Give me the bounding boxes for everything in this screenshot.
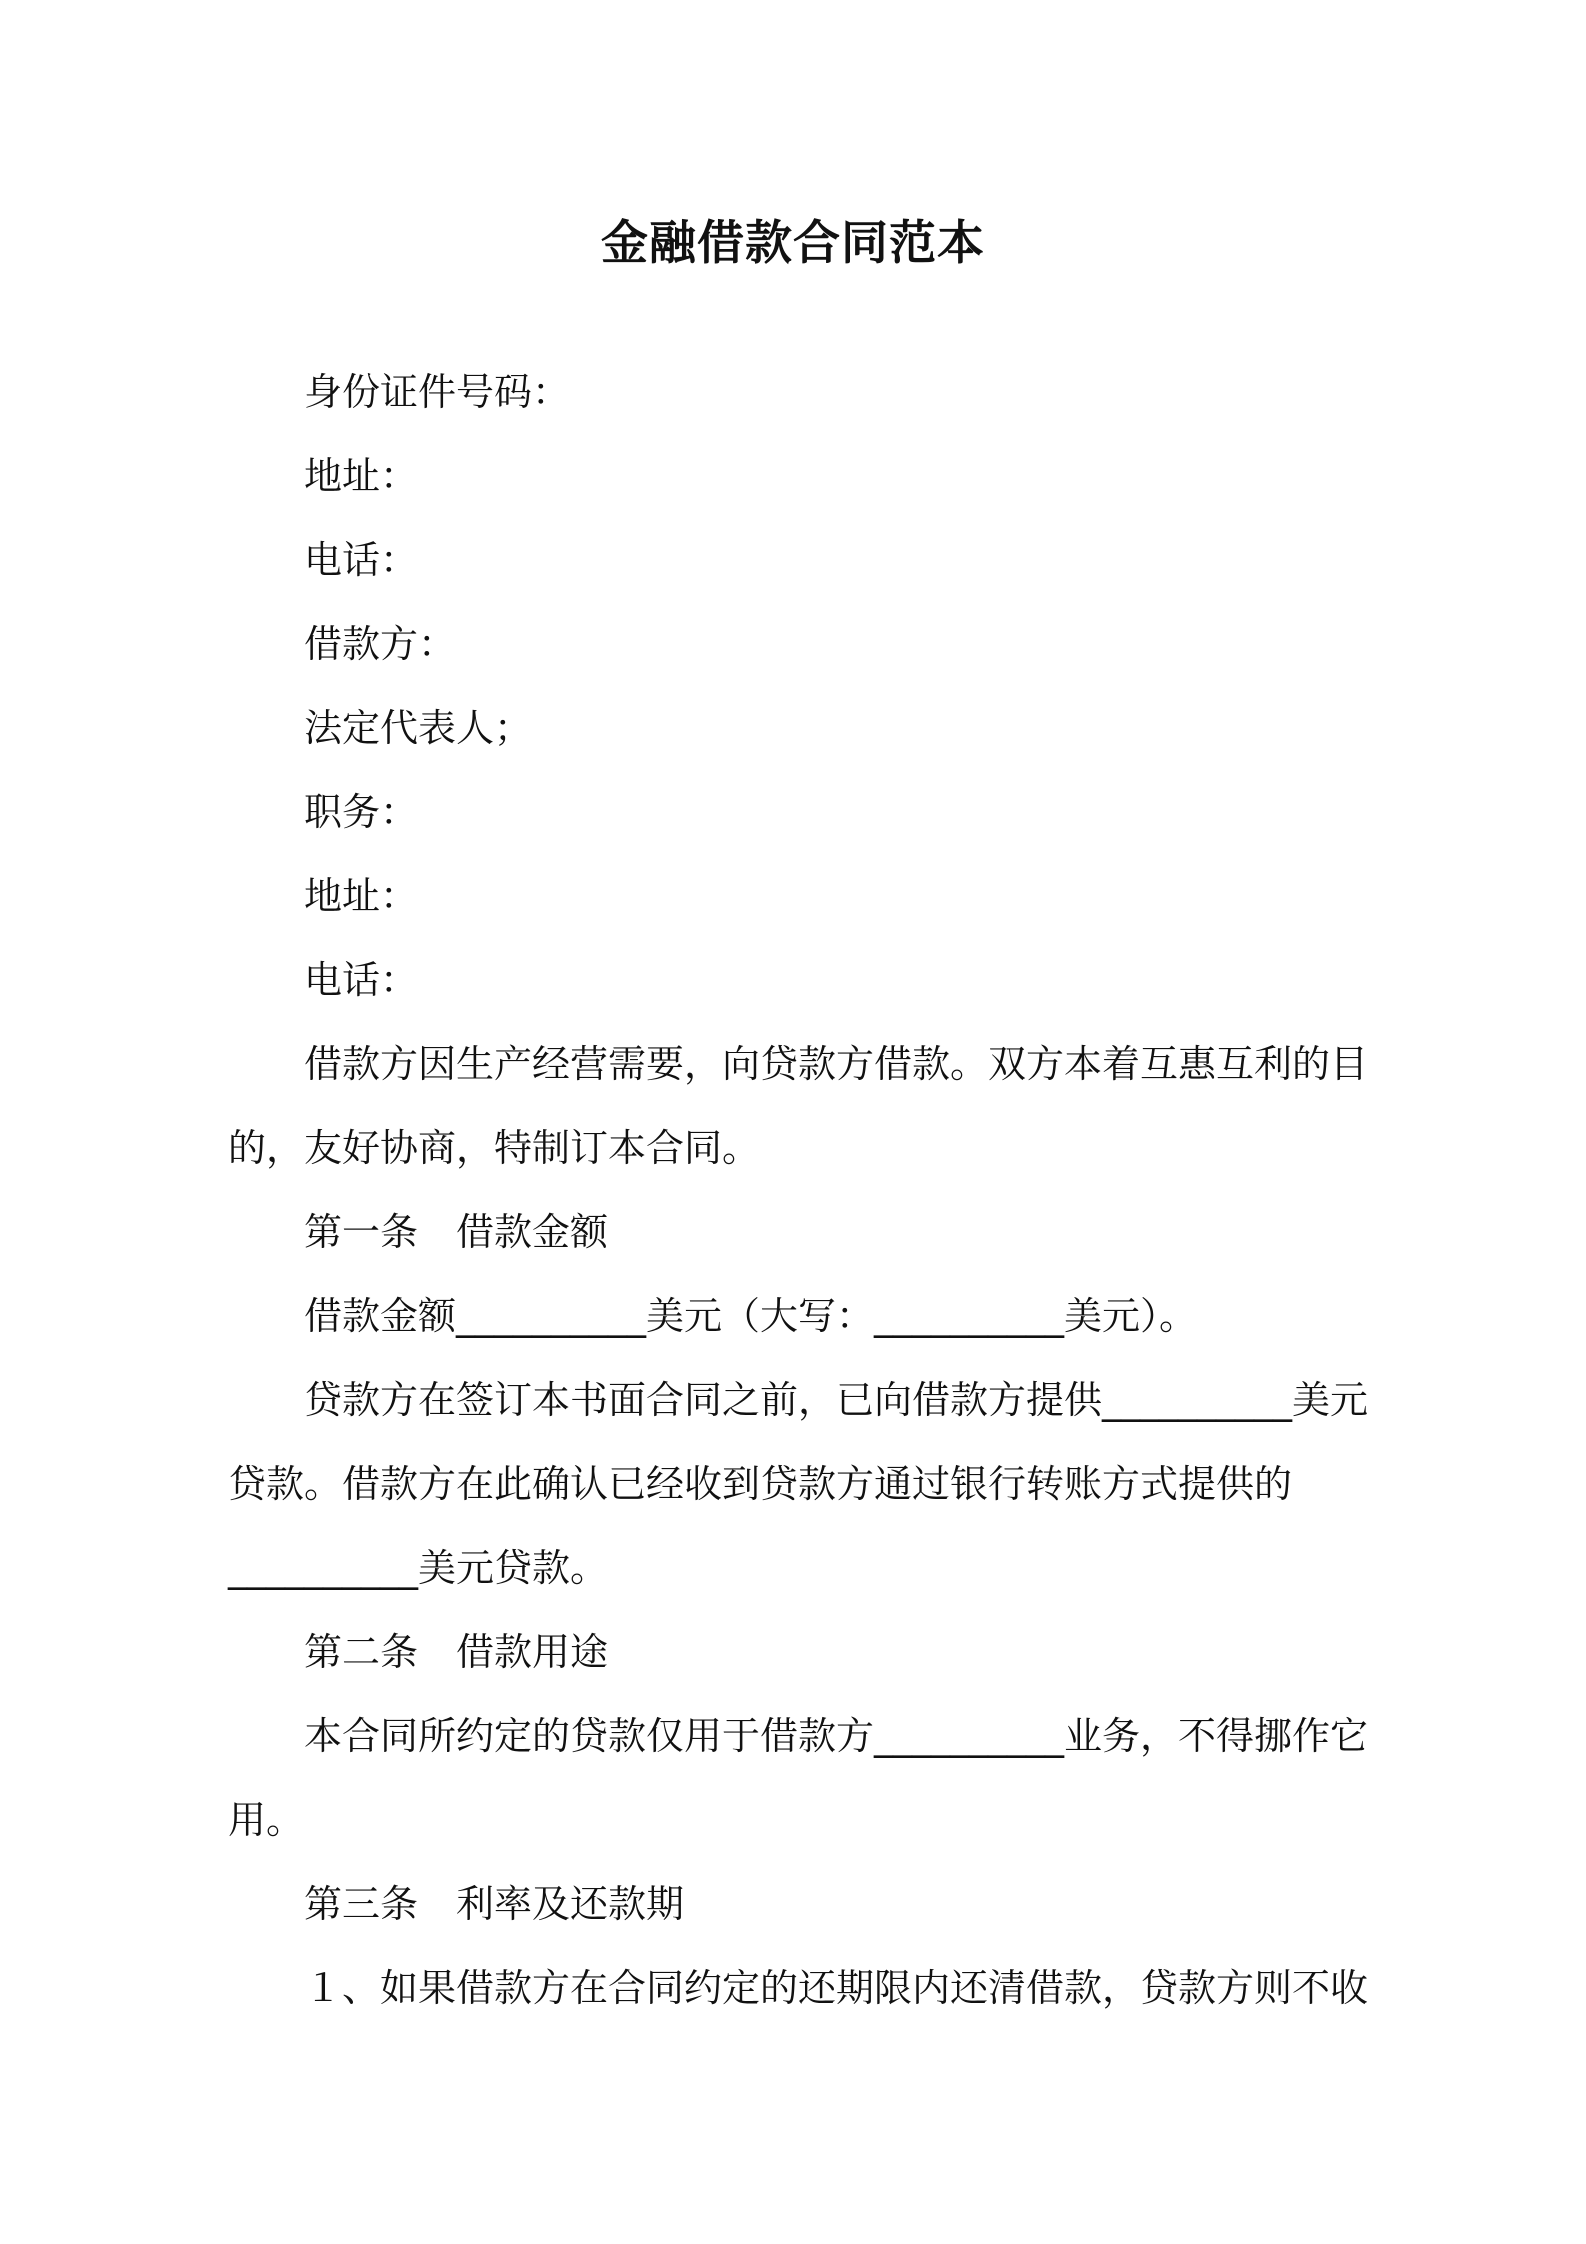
article-1-line: 贷款。借款方在此确认已经收到贷款方通过银行转账方式提供的 <box>228 1462 1293 1506</box>
borrower-address-label: 地址： <box>304 874 419 918</box>
article-3-item-1: １、如果借款方在合同约定的还期限内还清借款，贷款方则不收 <box>304 1966 1369 2010</box>
lender-address-label: 地址： <box>304 454 419 498</box>
article-2-line: 本合同所约定的贷款仅用于借款方__________业务，不得挪作它 <box>304 1714 1369 1758</box>
intro-line: 借款方因生产经营需要，向贷款方借款。双方本着互惠互利的目 <box>304 1042 1369 1086</box>
article-2-line: 用。 <box>228 1798 305 1842</box>
article-1-amount: 借款金额__________美元（大写：__________美元）。 <box>304 1294 1198 1338</box>
article-1-line: __________美元贷款。 <box>228 1546 609 1590</box>
borrower-phone-label: 电话： <box>304 958 419 1002</box>
article-2-heading: 第二条 借款用途 <box>304 1630 609 1674</box>
position-label: 职务： <box>304 790 419 834</box>
article-1-line: 贷款方在签订本书面合同之前，已向借款方提供__________美元 <box>304 1378 1369 1422</box>
article-2-paragraph <box>228 1694 1368 1862</box>
intro-paragraph <box>228 1022 1368 1190</box>
document-title: 金融借款合同范本 <box>601 216 985 271</box>
id-number-field-label: 身份证件号码： <box>304 370 571 414</box>
article-1-paragraph <box>228 1358 1368 1610</box>
legal-representative-label: 法定代表人； <box>304 706 533 750</box>
borrower-label: 借款方： <box>304 622 457 666</box>
article-1-heading: 第一条 借款金额 <box>304 1210 609 1254</box>
intro-line: 的，友好协商，特制订本合同。 <box>228 1126 761 1170</box>
lender-phone-label: 电话： <box>304 538 419 582</box>
article-3-heading: 第三条 利率及还款期 <box>304 1882 685 1926</box>
